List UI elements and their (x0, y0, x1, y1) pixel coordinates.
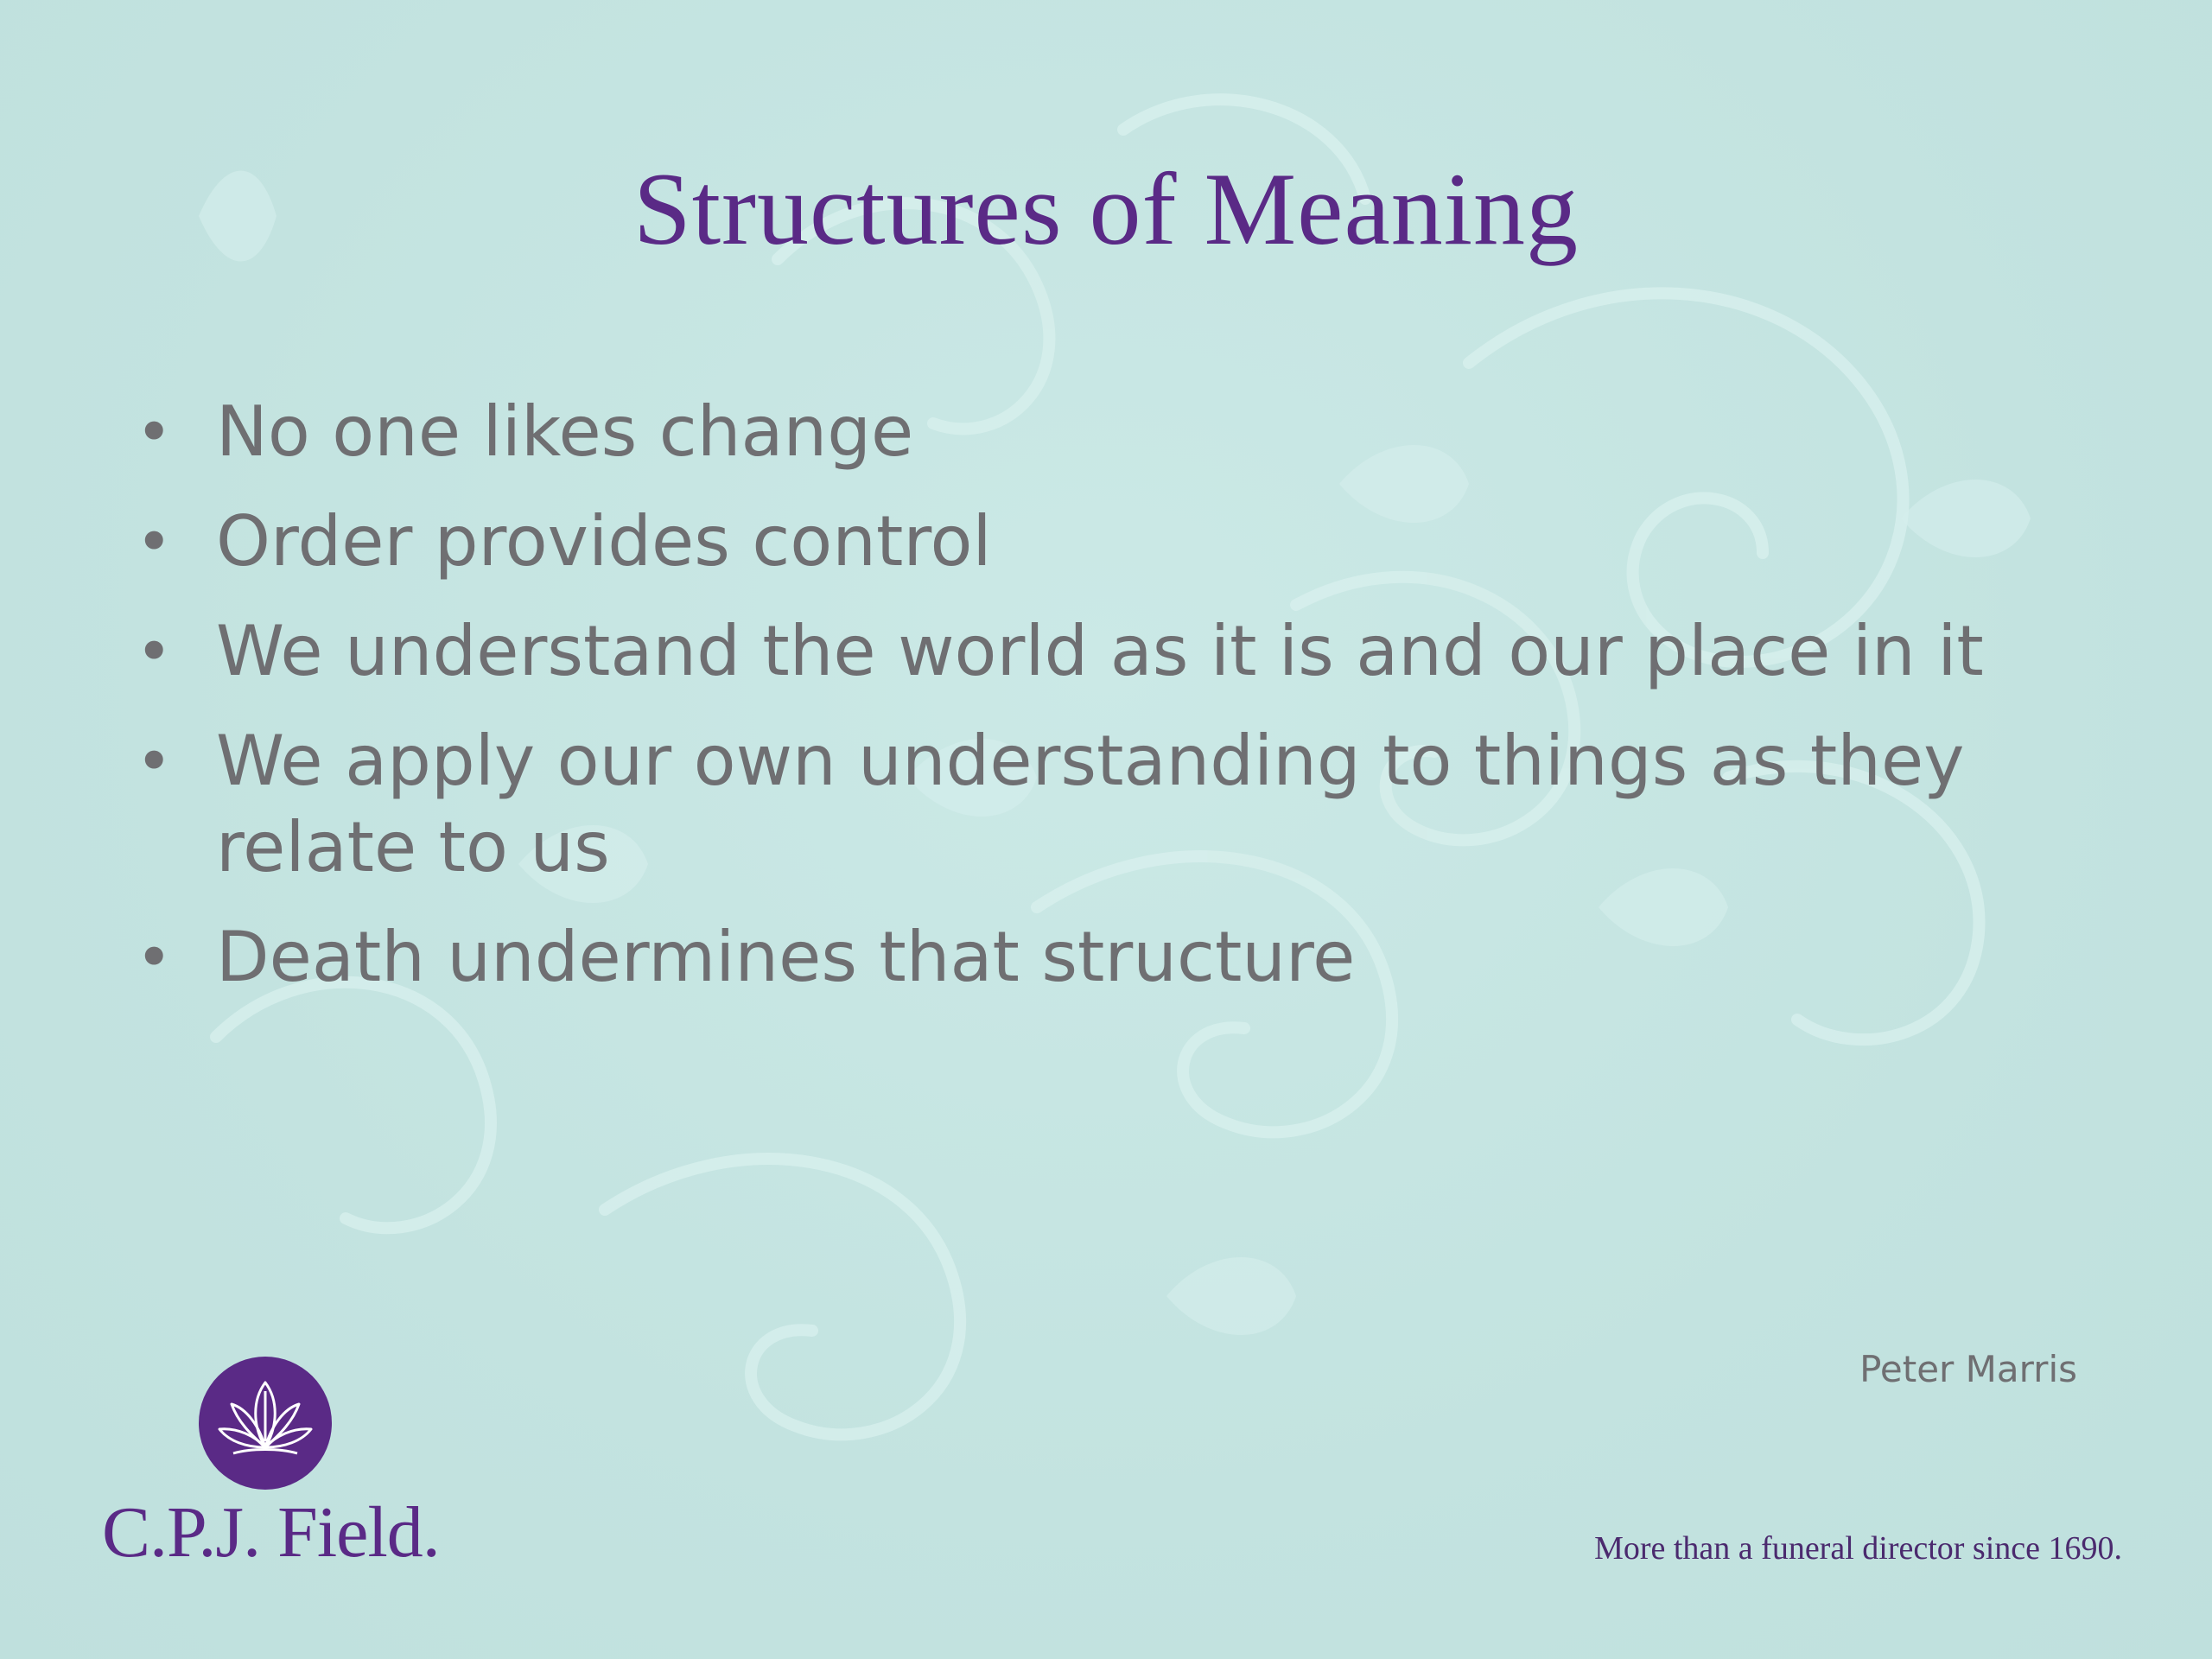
bullet-list (130, 389, 2013, 1024)
bullet-icon: • (136, 725, 173, 798)
list-item (130, 914, 2013, 1001)
bullet-text: Death undermines that structure (216, 917, 1356, 997)
bullet-icon: • (136, 396, 173, 468)
bullet-text: No one likes change (216, 391, 914, 472)
list-item (130, 718, 2013, 891)
bullet-icon: • (136, 615, 173, 688)
bullet-text: We understand the world as it is and our place in it (216, 611, 1984, 691)
slide-title: Structures of Meaning (632, 151, 1580, 266)
bullet-text: Order provides control (216, 501, 992, 582)
list-item (130, 608, 2013, 695)
attribution: Peter Marris (1859, 1348, 2077, 1390)
list-item (130, 389, 2013, 475)
brand-tagline: More than a funeral director since 1690. (1594, 1530, 2122, 1567)
bullet-icon: • (136, 505, 173, 578)
bullet-icon: • (136, 921, 173, 994)
bullet-text: We apply our own understanding to things as they relate to us (216, 721, 1965, 887)
list-item (130, 499, 2013, 585)
lotus-icon (199, 1357, 332, 1490)
brand-logo-text: C.P.J. Field. (102, 1492, 440, 1573)
